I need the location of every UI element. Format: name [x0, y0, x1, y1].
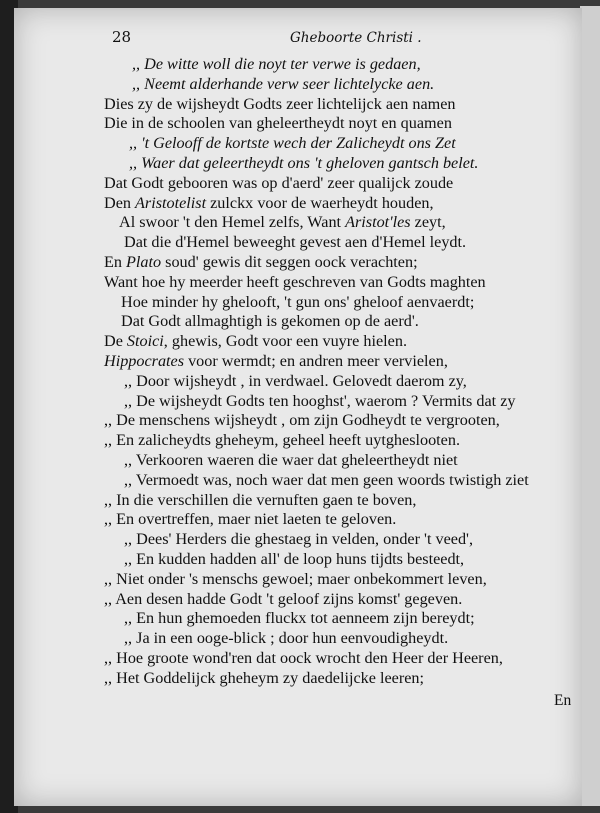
- roman-text: ,, Vermoedt was, noch waer dat men geen woords twistigh ziet: [124, 470, 529, 489]
- roman-text: ,, Hoe groote wond'ren dat oock wrocht den Heer der Heeren,: [104, 649, 503, 667]
- text-line: [104, 94, 456, 114]
- italic-text: Aristotelist: [135, 193, 207, 212]
- text-line: [104, 648, 503, 668]
- text-line: [104, 331, 407, 351]
- roman-text: ,, Niet onder 's menschs gewoel; maer onbekommert leven,: [104, 569, 487, 588]
- roman-text: Want hoe hy meerder heeft geschreven van Godts maghten: [104, 272, 486, 291]
- text-line: [124, 549, 464, 569]
- roman-text: ,, Aen desen hadde Godt 't geloof zijns komst' gegeven.: [104, 589, 463, 608]
- text-line: [104, 272, 486, 292]
- italic-text: ,, Waer dat geleertheydt ons 't gheloven gantsch belet.: [129, 154, 479, 172]
- running-title: Gheboorte Christi .: [290, 30, 422, 46]
- italic-text: Plato: [126, 253, 162, 271]
- italic-text: Hippocrates: [104, 352, 185, 370]
- roman-text: soud' gewis dit seggen oock verachten;: [161, 253, 418, 271]
- roman-text: zulckx voor de waerheydt houden,: [206, 193, 434, 212]
- roman-text: ,, En zalicheydts gheheym, geheel heeft uytgheslooten.: [104, 431, 461, 450]
- roman-text: ,, Door wijsheydt , in verdwael. Gelovedt daerom zy,: [124, 371, 467, 390]
- italic-text: ,, Neemt alderhande verw seer lichtelycke aen.: [132, 74, 435, 93]
- roman-text: Al swoor 't den Hemel zelfs, Want: [119, 213, 346, 232]
- facing-page-edge: [580, 6, 600, 806]
- roman-text: Die in de schoolen van gheleertheydt noyt en quamen: [104, 114, 452, 133]
- text-line: [121, 311, 419, 331]
- text-line: [124, 450, 458, 470]
- text-line: [129, 153, 478, 173]
- page-number: 28: [112, 28, 132, 46]
- roman-text: En: [104, 253, 127, 271]
- roman-text: De: [104, 332, 127, 351]
- roman-text: zeyt,: [410, 213, 446, 232]
- text-line: [104, 589, 462, 609]
- italic-text: ,, 't Gelooff de kortste wech der Zalicheydt ons Zet: [129, 134, 456, 153]
- book-page: [14, 8, 582, 806]
- roman-text: Den: [104, 193, 136, 212]
- italic-text: ,, De witte woll die noyt ter verwe is gedaen,: [132, 55, 421, 73]
- italic-text: Stoici: [126, 332, 164, 351]
- roman-text: ,, De menschens wijsheydt , om zijn Godheydt te vergrooten,: [104, 411, 500, 430]
- text-line: [104, 173, 453, 193]
- roman-text: voor wermdt; en andren meer vervielen,: [184, 352, 448, 370]
- roman-text: , ghewis, Godt voor een vuyre hielen.: [163, 332, 407, 351]
- text-line: [119, 212, 446, 232]
- roman-text: ,, Verkooren waeren die waer dat gheleertheydt niet: [124, 451, 458, 469]
- text-line: [104, 569, 487, 589]
- page-header: [14, 28, 582, 50]
- roman-text: ,, En kudden hadden all' de loop huns tijdts besteedt,: [124, 550, 465, 568]
- text-line: [124, 232, 466, 252]
- roman-text: ,, De wijsheydt Godts ten hooghst', waerom ? Vermits dat zy: [124, 391, 516, 410]
- text-line: [104, 252, 418, 272]
- text-line: [124, 391, 516, 411]
- catchword: En: [554, 692, 572, 709]
- roman-text: ,, In die verschillen die vernuften gaen te boven,: [104, 490, 417, 509]
- roman-text: ,, Dees' Herders die ghestaeg in velden, onder 't veed',: [124, 530, 474, 549]
- text-line: [104, 351, 448, 371]
- text-line: [104, 490, 416, 510]
- text-line: [124, 529, 473, 549]
- text-line: [124, 470, 529, 490]
- roman-text: ,, Ja in een ooge-blick ; door hun eenvoudigheydt.: [124, 629, 449, 648]
- roman-text: Dat Godt gebooren was op d'aerd' zeer qualijck zoude: [104, 173, 454, 192]
- roman-text: ,, En overtreffen, maer niet laeten te geloven.: [104, 510, 397, 529]
- roman-text: Dat die d'Hemel beweeght gevest aen d'Hemel leydt.: [124, 233, 467, 252]
- text-line: [104, 410, 500, 430]
- roman-text: Dies zy de wijsheydt Godts zeer lichtelijck aen namen: [104, 94, 456, 113]
- italic-text: Aristot'les: [345, 213, 411, 232]
- text-line: [104, 668, 424, 688]
- text-line: [121, 292, 474, 312]
- text-line: [104, 509, 396, 529]
- text-line: [104, 193, 434, 213]
- text-line: [129, 133, 456, 153]
- text-line: [104, 113, 452, 133]
- text-line: [104, 430, 460, 450]
- roman-text: ,, En hun ghemoeden fluckx tot aenneem zijn bereydt;: [124, 609, 475, 628]
- text-line: [132, 54, 421, 74]
- text-line: [124, 608, 475, 628]
- roman-text: Dat Godt allmaghtigh is gekomen op de aerd'.: [121, 312, 419, 331]
- text-line: [124, 371, 467, 391]
- text-line: [124, 628, 448, 648]
- roman-text: Hoe minder hy ghelooft, 't gun ons' gheloof aenvaerdt;: [121, 292, 475, 311]
- text-line: [132, 74, 434, 94]
- roman-text: ,, Het Goddelijck gheheym zy daedelijcke leeren;: [104, 668, 425, 687]
